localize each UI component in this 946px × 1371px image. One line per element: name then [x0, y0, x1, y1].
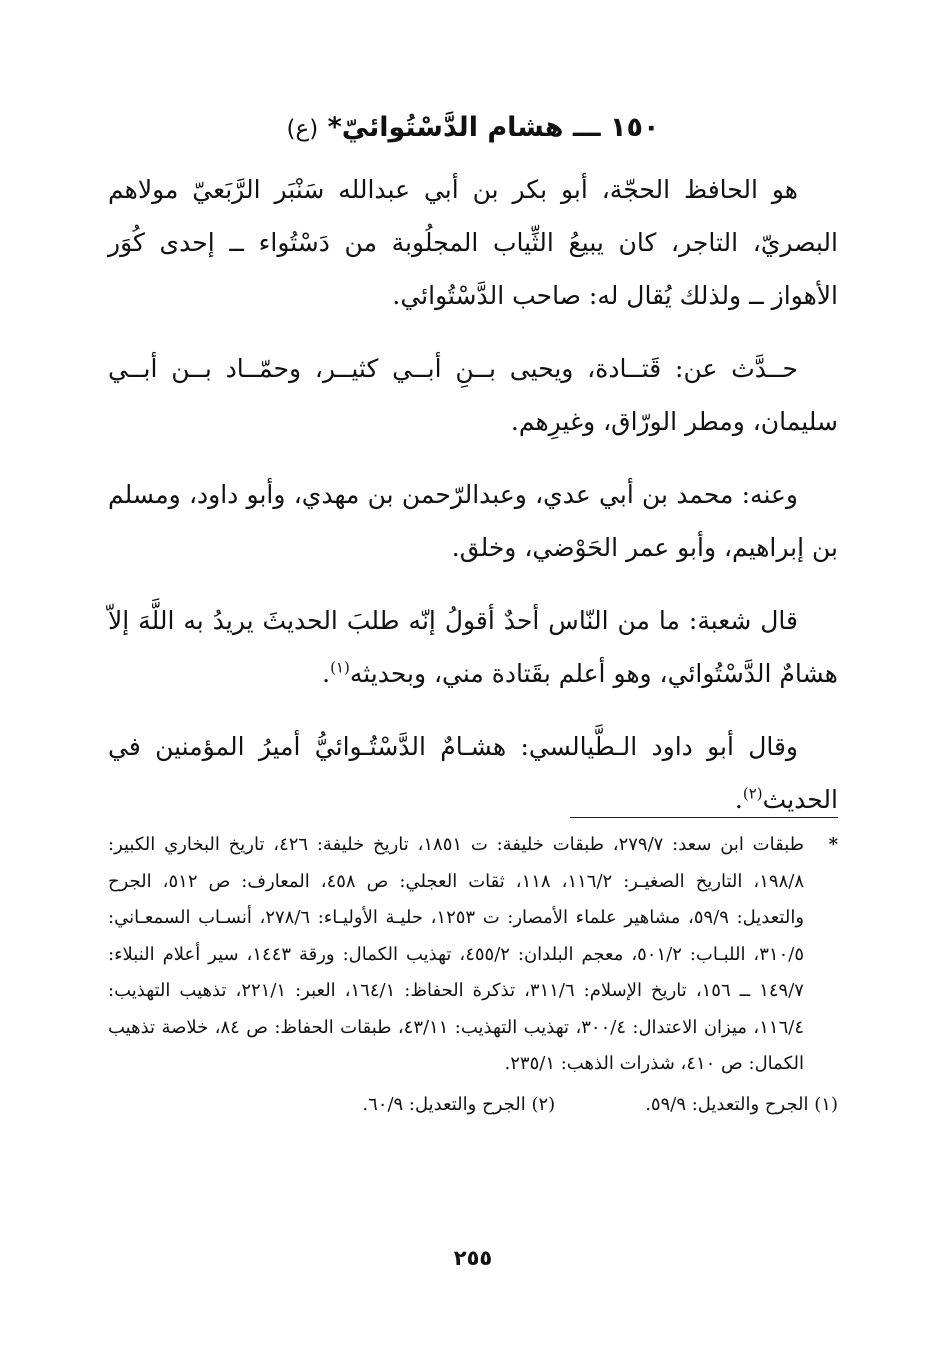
source-text: طبقات ابن سعد: ٢٧٩/٧، طبقات خليفة: ت ١٨٥١، تاريخ خليفة: ٤٢٦، تاريخ البخاري الكبير: ١٩٨/٨، التاريخ الصغيـر: ١١٦/٢، ١١٨، ثقات العجلي: ص ٤٥٨، المعارف: ص ٥١٢، الجرح والتعديل: ٥٩/٩، مشاهير علماء الأمصار: ت ١٢٥٣، حليـة الأوليـاء: ٢٧٨/٦، أنسـاب السمعـاني: ٣١٠/٥، اللبـاب: ٥٠١/٢، معجم البلدان: ٤٥٥/٢، تهذيب الكمال: ورقة ١٤٤٣، سير أعلام النبلاء: ١٤٩/٧ ــ ١٥٦، تاريخ الإسلام: ٣١١/٦، تذكرة الحفاظ: ١٦٤/١، العبر: ٢٢١/١، تذهيب التهذيب: ١١٦/٤، ميزان الاعتدال: ٣٠٠/٤، تهذيب التهذيب: ٤٣/١١، طبقات الحفاظ: ص ٨٤، خلاصة تذهيب الكمال: ص ٤١٠، شذرات الذهب: ٢٣٥/١. [108, 834, 805, 1074]
paragraph-shuba-text: قال شعبة: ما من النّاس أحدٌ أقولُ إنّه طلبَ الحديثَ يريدُ به اللَّهَ إلاّ هشامٌ الدَّسْتُوائي، وهو أعلم بقَتادة مني، وبحديثه [108, 606, 838, 689]
entry-marker: * [327, 112, 342, 143]
source-note [108, 827, 838, 1083]
paragraph-teachers: حــدَّث عن: قَتــادة، ويحيى بــنِ أبــي كثيــر، وحمّــاد بــن أبــي سليمان، ومطر الورّاق، وغيرِهم. [108, 354, 838, 437]
page-body [108, 100, 838, 846]
paragraph-shuba-end: . [322, 659, 331, 689]
paragraph-tayalisi-end: . [734, 785, 743, 815]
entry-number: ١٥٠ [609, 112, 660, 143]
footnote-2: (٢) الجرح والتعديل: ٦٠/٩. [362, 1093, 556, 1115]
paragraph-tayalisi-text: وقال أبو داود الـطَّيالسي: هشـامٌ الدَّسْتُـوائيُّ أميرُ المؤمنين في الحديث [108, 732, 838, 815]
numbered-notes [108, 1087, 838, 1124]
paragraph-shuba-quote [108, 594, 838, 700]
page-number: ٢٥٥ [453, 1246, 493, 1270]
footnotes [108, 827, 838, 1123]
entry-code: (ع) [286, 116, 319, 142]
entry-name: هشام الدَّسْتُوائيّ [341, 112, 564, 143]
paragraph-biography: هو الحافظ الحجّة، أبو بكر بن أبي عبدالله سَنْبَر الرَّبَعيّ مولاهم البصريّ، التاجر، كان يبيعُ الثِّياب المجلُوبة من دَسْتُواء ــ إحدى كُوَر الأهواز ــ ولذلك يُقال له: صاحب الدَّسْتُوائي. [108, 175, 838, 311]
footnote-separator [570, 817, 838, 818]
paragraph-tayalisi-quote [108, 720, 838, 826]
entry-dash: ـــ [572, 112, 601, 143]
entry-title [108, 110, 838, 145]
footnote-ref-1: (١) [330, 658, 350, 677]
paragraph-students: وعنه: محمد بن أبي عدي، وعبدالرّحمن بن مهدي، وأبو داود، ومسلم بن إبراهيم، وأبو عمر الحَوْضي، وخلق. [108, 480, 838, 563]
footnote-ref-2: (٢) [742, 784, 763, 803]
footnote-1: (١) الجرح والتعديل: ٥٩/٩. [645, 1093, 838, 1115]
source-marker: * [828, 834, 838, 855]
